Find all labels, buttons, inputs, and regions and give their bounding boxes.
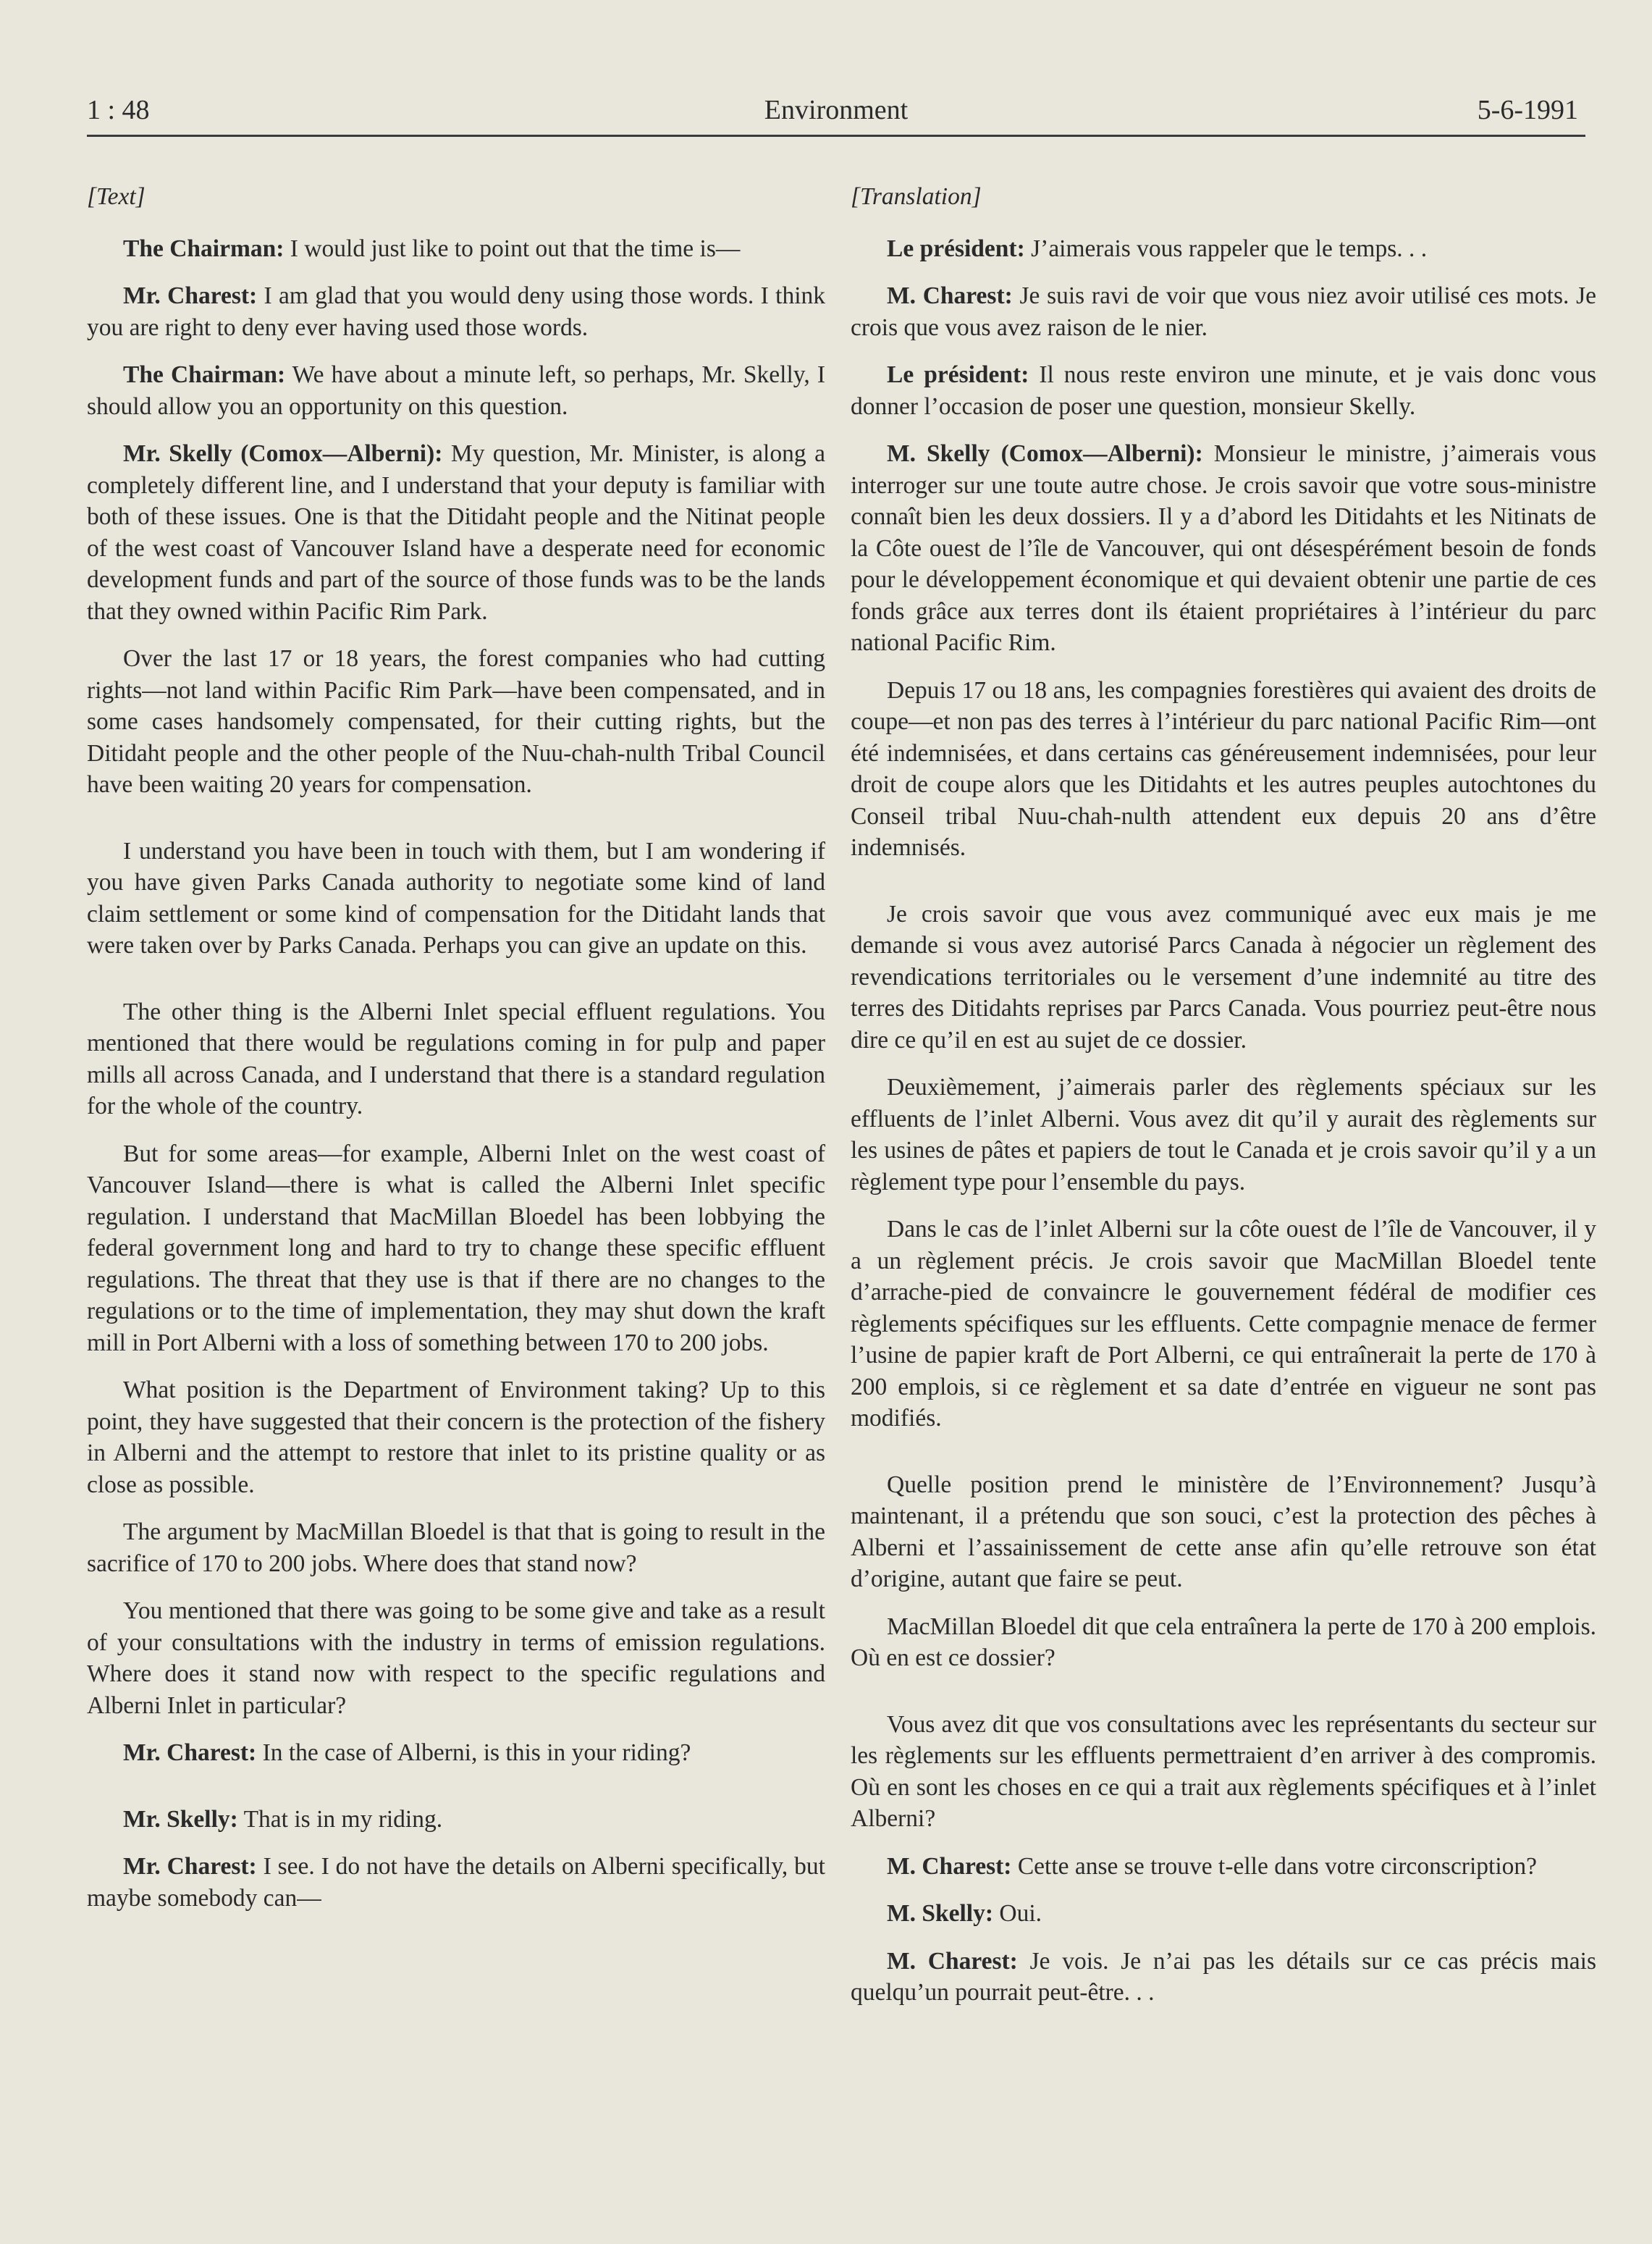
speaker-name: M. Charest: [887,1947,1018,1975]
paragraph [851,1611,1596,1674]
speaker-name: M. Skelly: [887,1900,994,1927]
paragraph-text: The other thing is the Alberni Inlet special effluent regulations. You mentioned that there would be regulations coming in for pulp and paper mills all across Canada, and I understand that there is a standard regulation for the whole of the country. [87,998,825,1119]
paragraph-text: My question, Mr. Minister, is along a completely different line, and I understand that your deputy is familiar with both of these issues. One is that the Ditidaht people and the Nitinat people of the west coast of Vancouver Island have a desperate need for economic development funds and part of the source of those funds was to be the lands that they owned within Pacific Rim Park. [87,440,825,625]
paragraph-text: The argument by MacMillan Bloedel is that that is going to result in the sacrifice of 170 to 200 jobs. Where does that stand now? [87,1518,825,1577]
paragraph-text: Je suis ravi de voir que vous niez avoir utilisé ces mots. Je crois que vous avez raison de le nier. [851,282,1596,341]
paragraph [87,836,825,962]
paragraph-text: I see. I do not have the details on Alberni specifically, but maybe somebody can— [87,1853,825,1912]
column-tag: [Text] [87,183,146,210]
paragraph [87,1374,825,1500]
paragraph-text: J’aimerais vous rappeler que le temps. . . [1024,235,1428,262]
paragraph [87,280,825,343]
paragraph [851,280,1596,343]
paragraph-text: Je crois savoir que vous avez communiqué avec eux mais je me demande si vous avez autorisé Parcs Canada à négocier un règlement des revendications territoriales ou le versement d’une indemnité au titre des terres des Ditidahts reprises par Parcs Canada. Vous pourriez peut-être nous dire ce qu’il en est au sujet de ce dossier. [851,900,1596,1054]
paragraph-text: Dans le cas de l’inlet Alberni sur la côte ouest de l’île de Vancouver, il y a un règlement précis. Je crois savoir que MacMillan Bloedel tente d’arrache-pied de convaincre le gouvernement fédéral de modifier ces règlements spécifiques sur les effluents. Cette compagnie menace de fermer l’usine de papier kraft de Port Alberni, ce qui entraînerait la perte de 170 à 200 emplois, si ce règlement et sa date d’entrée en vigueur ne sont pas modifiés. [851,1216,1596,1432]
paragraph [87,1138,825,1359]
paragraph [851,675,1596,864]
paragraph [851,1709,1596,1835]
paragraph-text: Cette anse se trouve t-elle dans votre circonscription? [1011,1852,1538,1880]
page-number: 1 : 48 [87,95,150,125]
paragraph-text: But for some areas—for example, Alberni Inlet on the west coast of Vancouver Island—there is what is called the Alberni Inlet specific regulation. I understand that MacMillan Bloedel has been lobbying the federal government long and hard to try to change these specific effluent regulations. The threat that they use is that if there are no changes to the regulations or to the time of implementation, they may shut down the kraft mill in Port Alberni with a loss of something between 170 to 200 jobs. [87,1140,825,1356]
paragraph [851,899,1596,1056]
paragraph [851,1946,1596,2009]
paragraph [851,1214,1596,1434]
paragraph-text: You mentioned that there was going to be some give and take as a result of your consultations with the industry in terms of emission regulations. Where does it stand now with respect to the specific regulations and Alberni Inlet in particular? [87,1597,825,1719]
paragraph-text: I am glad that you would deny using those words. I think you are right to deny ever having used those words. [87,282,825,341]
speaker-name: M. Charest: [887,1852,1012,1880]
speaker-name: Mr. Skelly: [123,1805,238,1833]
paragraph [87,1516,825,1579]
paragraph-text: Depuis 17 ou 18 ans, les compagnies forestières qui avaient des droits de coupe—et non pas des terres à l’intérieur du parc national Pacific Rim—ont été indemnisées, et dans certains cas généreusement indemnisées, pour leur droit de coupe alors que les Ditidahts et les autres peuples autochtones du Conseil tribal Nuu-chah-nulth attendent eux depuis 20 ans d’être indemnisés. [851,676,1596,861]
paragraph-text: Vous avez dit que vos consultations avec les représentants du secteur sur les règlements sur les effluents permettraient d’en arriver à des compromis. Où en sont les choses en ce qui a trait aux règlements spécifiques et à l’inlet Alberni? [851,1710,1596,1832]
column-tag: [Translation] [851,183,982,210]
paragraph [851,233,1596,265]
speaker-name: The Chairman: [123,235,285,262]
paragraph [87,1851,825,1914]
paragraph [87,438,825,627]
paragraph-text: That is in my riding. [237,1805,443,1833]
paragraph-text: Over the last 17 or 18 years, the forest companies who had cutting rights—not land within Pacific Rim Park—have been compensated, and in some cases handsomely compensated, for their cutting rights, but the Ditidaht people and the other people of the Nuu-chah-nulth Tribal Council have been waiting 20 years for compensation. [87,645,825,798]
paragraph-text: I would just like to point out that the time is— [284,235,741,262]
paragraph [851,1072,1596,1198]
paragraph-text: Quelle position prend le ministère de l’Environnement? Jusqu’à maintenant, il a prétendu que son souci, c’est la protection des pêches à Alberni et l’assainissement de cette anse afin qu’elle retrouve son état d’origine, autant que faire se peut. [851,1471,1596,1592]
english-column [87,181,825,1930]
speaker-name: Mr. Charest: [123,1853,257,1880]
paragraph [87,359,825,422]
speaker-name: Mr. Charest: [123,1739,257,1766]
paragraph-text: We have about a minute left, so perhaps, Mr. Skelly, I should allow you an opportunity on this question. [87,361,825,420]
paragraph [851,1851,1596,1883]
paragraph-text: Je vois. Je n’ai pas les détails sur ce cas précis mais quelqu’un pourrait peut-être. . . [851,1947,1596,2006]
speaker-name: Le président: [887,235,1025,262]
paragraph [851,359,1596,422]
paragraph [87,1804,825,1836]
paragraph [87,643,825,801]
document-title: Environment [764,95,909,125]
paragraph [87,996,825,1122]
paragraph-text: Monsieur le ministre, j’aimerais vous interroger sur une toute autre chose. Je crois savoir que votre sous-ministre connaît bien les deux dossiers. Il y a d’abord les Ditidahts et les Nitinats de la Côte ouest de l’île de Vancouver, qui ont désespérément besoin de fonds pour le développement économique et qui devaient obtenir une partie de ces fonds grâce aux terres dont ils étaient propriétaires à l’intérieur du parc national Pacific Rim. [851,440,1596,656]
speaker-name: Le président: [887,361,1029,388]
paragraph [87,233,825,265]
paragraph [87,1737,825,1769]
paragraph-text: MacMillan Bloedel dit que cela entraînera la perte de 170 à 200 emplois. Où en est ce dossier? [851,1613,1596,1671]
paragraph-text: What position is the Department of Environment taking? Up to this point, they have suggested that their concern is the protection of the fishery in Alberni and the attempt to restore that inlet to its pristine quality or as close as possible. [87,1377,825,1498]
document-date: 5-6-1991 [1477,95,1578,125]
paragraph-text: I understand you have been in touch with them, but I am wondering if you have given Parks Canada authority to negotiate some kind of land claim settlement or some kind of compensation for the Ditidaht lands that were taken over by Parks Canada. Perhaps you can give an update on this. [87,837,825,959]
paragraph [851,438,1596,659]
speaker-name: M. Skelly (Comox—Alberni): [887,440,1203,467]
paragraph-text: Oui. [993,1900,1042,1927]
paragraph [851,1898,1596,1930]
speaker-name: Mr. Charest: [123,282,258,309]
page-header [87,87,1585,137]
paragraph-text: Deuxièmement, j’aimerais parler des règlements spéciaux sur les effluents de l’inlet Alberni. Vous avez dit qu’il y aurait des règlements sur les usines de pâtes et papiers de tout le Canada et je crois savoir qu’il y a un règlement type pour l’ensemble du pays. [851,1074,1596,1195]
speaker-name: The Chairman: [123,361,286,388]
paragraph-text: Il nous reste environ une minute, et je vais donc vous donner l’occasion de poser une question, monsieur Skelly. [851,361,1596,420]
paragraph [851,1469,1596,1595]
speaker-name: Mr. Skelly (Comox—Alberni): [123,440,443,467]
speaker-name: M. Charest: [887,282,1013,309]
paragraph [87,1595,825,1721]
paragraph-text: In the case of Alberni, is this in your riding? [256,1739,691,1766]
french-column [851,181,1596,2025]
